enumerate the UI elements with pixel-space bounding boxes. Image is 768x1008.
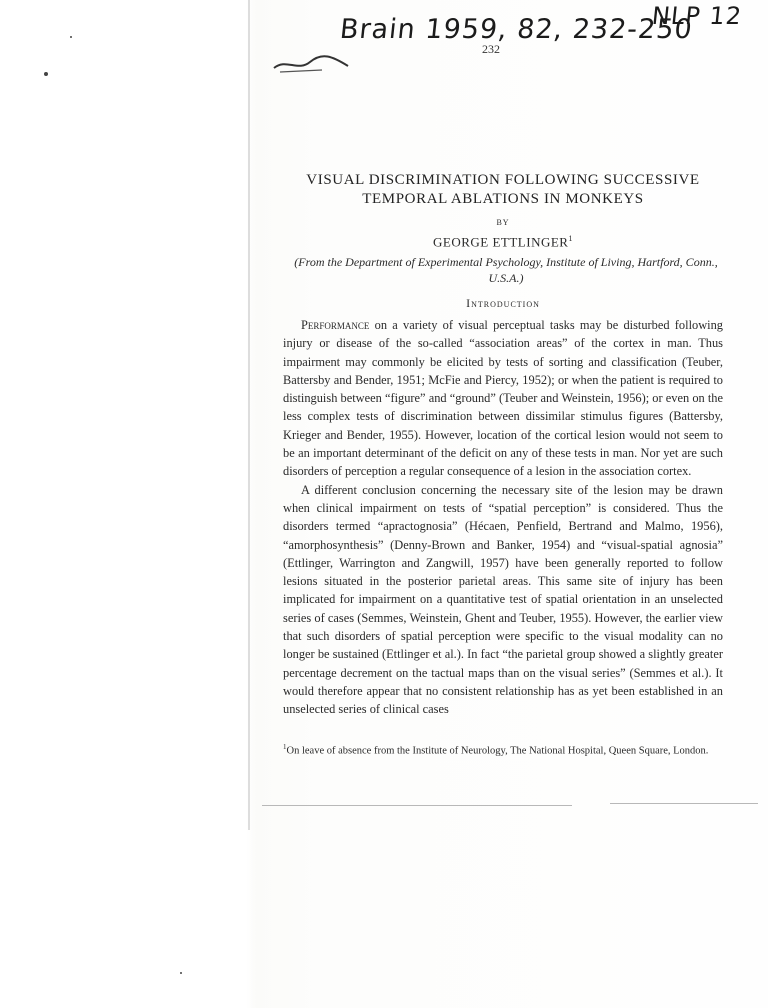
author-name <box>258 234 748 250</box>
author-footnote-mark: 1 <box>568 234 573 243</box>
footnote-text: On leave of absence from the Institute of Neurology, The National Hospital, Queen Square, London. <box>286 745 709 757</box>
body-text <box>283 316 723 719</box>
paragraph-2: A different conclusion concerning the necessary site of the lesion may be drawn when clinical impairment on tests of “spatial perception” is considered. Thus the disorders termed “apractognosia” (Hécaen, Penfield, Bertrand and Malmo, 1956), “amorphosynthesis” (Denny-Brown and Banker, 1954) and “visual-spatial agnosia” (Ettlinger, Warrington and Zangwill, 1957) have been generally reported to follow lesions situated in the posterior parietal areas. This same site of injury has been implicated for impairment on a quantitative test of spatial orientation in an unselected series of cases (Semmes, Weinstein, Ghent and Teuber, 1955). However, the earlier view that such disorders of spatial perception were specific to the visual modality can no longer be sustained (Ettlinger et al.). In fact “the parietal group showed a slightly greater percentage decrement on the tactual maps than on the visual series” (Semmes et al.). It would therefore appear that no consistent relationship has as yet been established in an unselected series of clinical cases <box>283 482 723 717</box>
paragraph-1 <box>283 316 723 481</box>
bottom-rule-left <box>262 805 572 806</box>
footnote <box>283 740 723 759</box>
author-name-text: GEORGE ETTLINGER <box>433 234 569 250</box>
paper-title-line-1: VISUAL DISCRIMINATION FOLLOWING SUCCESSIVE <box>306 172 700 188</box>
ink-scribble <box>272 50 352 78</box>
paragraph-1-lead: Performance <box>301 318 370 332</box>
scan-speck <box>180 972 182 974</box>
paragraph-1-text: on a variety of visual perceptual tasks may be disturbed following injury or disease of the so-called “association areas” of the cortex in man. Thus impairment may commonly be elicited by tests of sorting and classification (Teuber, Battersby and Bender, 1951; McFie and Piercy, 1952); or when the patient is required to distinguish between “figure” and “ground” (Teuber and Weinstein, 1956); or even on the less complex tests of discrimination between dissimilar stimulus figures (Battersby, Krieger and Bender, 1955). However, location of the cortical lesion would not seem to be an important determinant of the deficit on any of these tests in man. Nor yet are such disorders of perception a regular consequence of a lesion in the association cortex. <box>283 318 723 479</box>
scan-speck <box>70 36 72 38</box>
page-number: 232 <box>482 42 500 56</box>
bottom-rule-right <box>610 803 758 804</box>
footnote-mark: 1 <box>283 743 287 751</box>
paper-title-line-2: TEMPORAL ABLATIONS IN MONKEYS <box>362 191 644 207</box>
scan-speck <box>44 72 48 76</box>
section-heading: Introduction <box>466 296 540 310</box>
handwritten-tag: NLP 12 <box>650 2 744 30</box>
page-edge <box>248 0 250 830</box>
affiliation: (From the Department of Experimental Psychology, Institute of Living, Hartford, Conn., U.S.A.) <box>294 255 718 285</box>
by-label: BY <box>496 218 510 227</box>
handwritten-reference: Brain 1959, 82, 232-250 <box>338 14 695 45</box>
